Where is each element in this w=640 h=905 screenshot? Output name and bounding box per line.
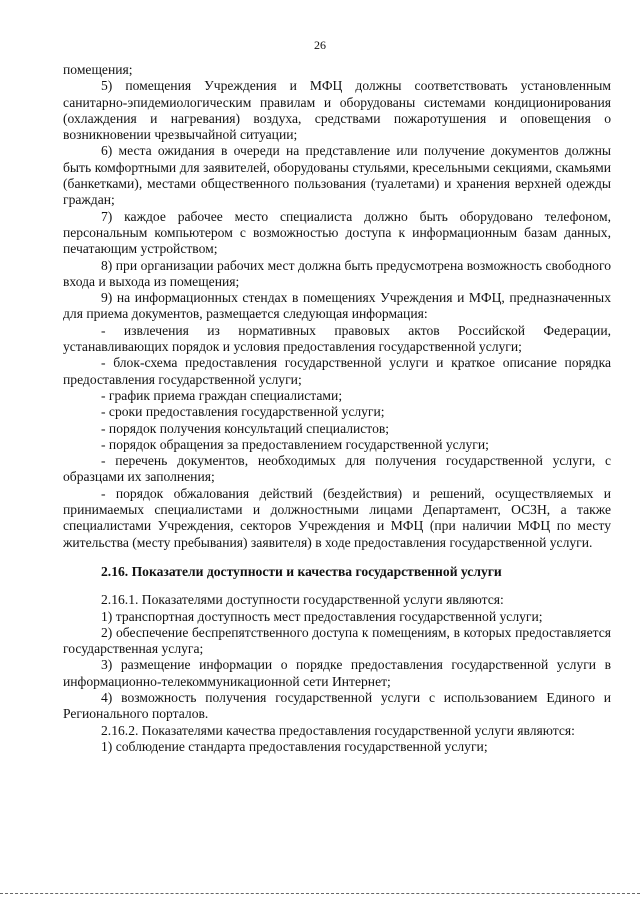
document-body — [63, 62, 611, 755]
paragraph: 2.16.1. Показателями доступности государственной услуги являются: — [101, 592, 504, 608]
list-item: - извлечения из нормативных правовых актов Российской Федерации, устанавливающих порядок и условия предоставления государственной услуги; — [63, 322, 611, 355]
bottom-divider — [0, 893, 640, 894]
paragraph: 5) помещения Учреждения и МФЦ должны соответствовать установленным санитарно-эпидемиологическим правилам и оборудованы системами кондиционирования (охлаждения и нагревания) воздуха, средствами пожаротушения и оповещения о возникновении чрезвычайной ситуации; — [63, 78, 611, 143]
paragraph: 9) на информационных стендах в помещениях Учреждения и МФЦ, предназначенных для приема документов, размещается следующая информация: — [63, 290, 611, 322]
paragraph: 1) соблюдение стандарта предоставления государственной услуги; — [101, 738, 488, 754]
paragraph: 1) транспортная доступность мест предоставления государственной услуги; — [101, 608, 543, 624]
list-item: - график приема граждан специалистами; — [101, 387, 343, 403]
paragraph: помещения; — [63, 62, 133, 77]
list-item: - порядок обращения за предоставлением государственной услуги; — [101, 436, 489, 452]
paragraph: 8) при организации рабочих мест должна быть предусмотрена возможность свободного входа и выхода из помещения; — [63, 257, 611, 289]
list-item: - сроки предоставления государственной услуги; — [101, 404, 385, 420]
list-item: - порядок получения консультаций специалистов; — [101, 420, 390, 436]
paragraph: 7) каждое рабочее место специалиста должно быть оборудовано телефоном, персональным компьютером с возможностью доступа к информационным базам данных, печатающим устройством; — [63, 208, 611, 257]
paragraph: 6) места ожидания в очереди на представление или получение документов должны быть комфортными для заявителей, оборудованы стульями, кресельными секциями, скамьями (банкетками), местами общественного пользования (туалетами) и хранения верхней одежды граждан; — [63, 143, 611, 208]
paragraph: 2.16.2. Показателями качества предоставления государственной услуги являются: — [101, 722, 575, 738]
page-number: 26 — [314, 38, 326, 52]
list-item: - перечень документов, необходимых для получения государственной услуги, с образцами их заполнения; — [63, 453, 611, 485]
paragraph: 3) размещение информации о порядке предоставления государственной услуги в информационно-телекоммуникационной сети Интернет; — [63, 657, 611, 689]
paragraph: 4) возможность получения государственной услуги с использованием Единого и Регионального порталов. — [63, 689, 611, 722]
list-item: - порядок обжалования действий (бездействия) и решений, осуществляемых и принимаемых специалистами и должностными лицами Департамент, ОСЗН, а также специалистами Учреждения, секторов Учреждения и МФЦ (при наличии МФЦ по месту жительства (месту пребывания) заявителя) в ходе предоставления государственной услуги. — [63, 485, 611, 550]
section-heading: 2.16. Показатели доступности и качества государственной услуги — [101, 563, 502, 579]
paragraph: 2) обеспечение беспрепятственного доступа к помещениям, в которых предоставляется государственная услуга; — [63, 624, 611, 657]
list-item: - блок-схема предоставления государственной услуги и краткое описание порядка предоставления государственной услуги; — [63, 355, 611, 387]
